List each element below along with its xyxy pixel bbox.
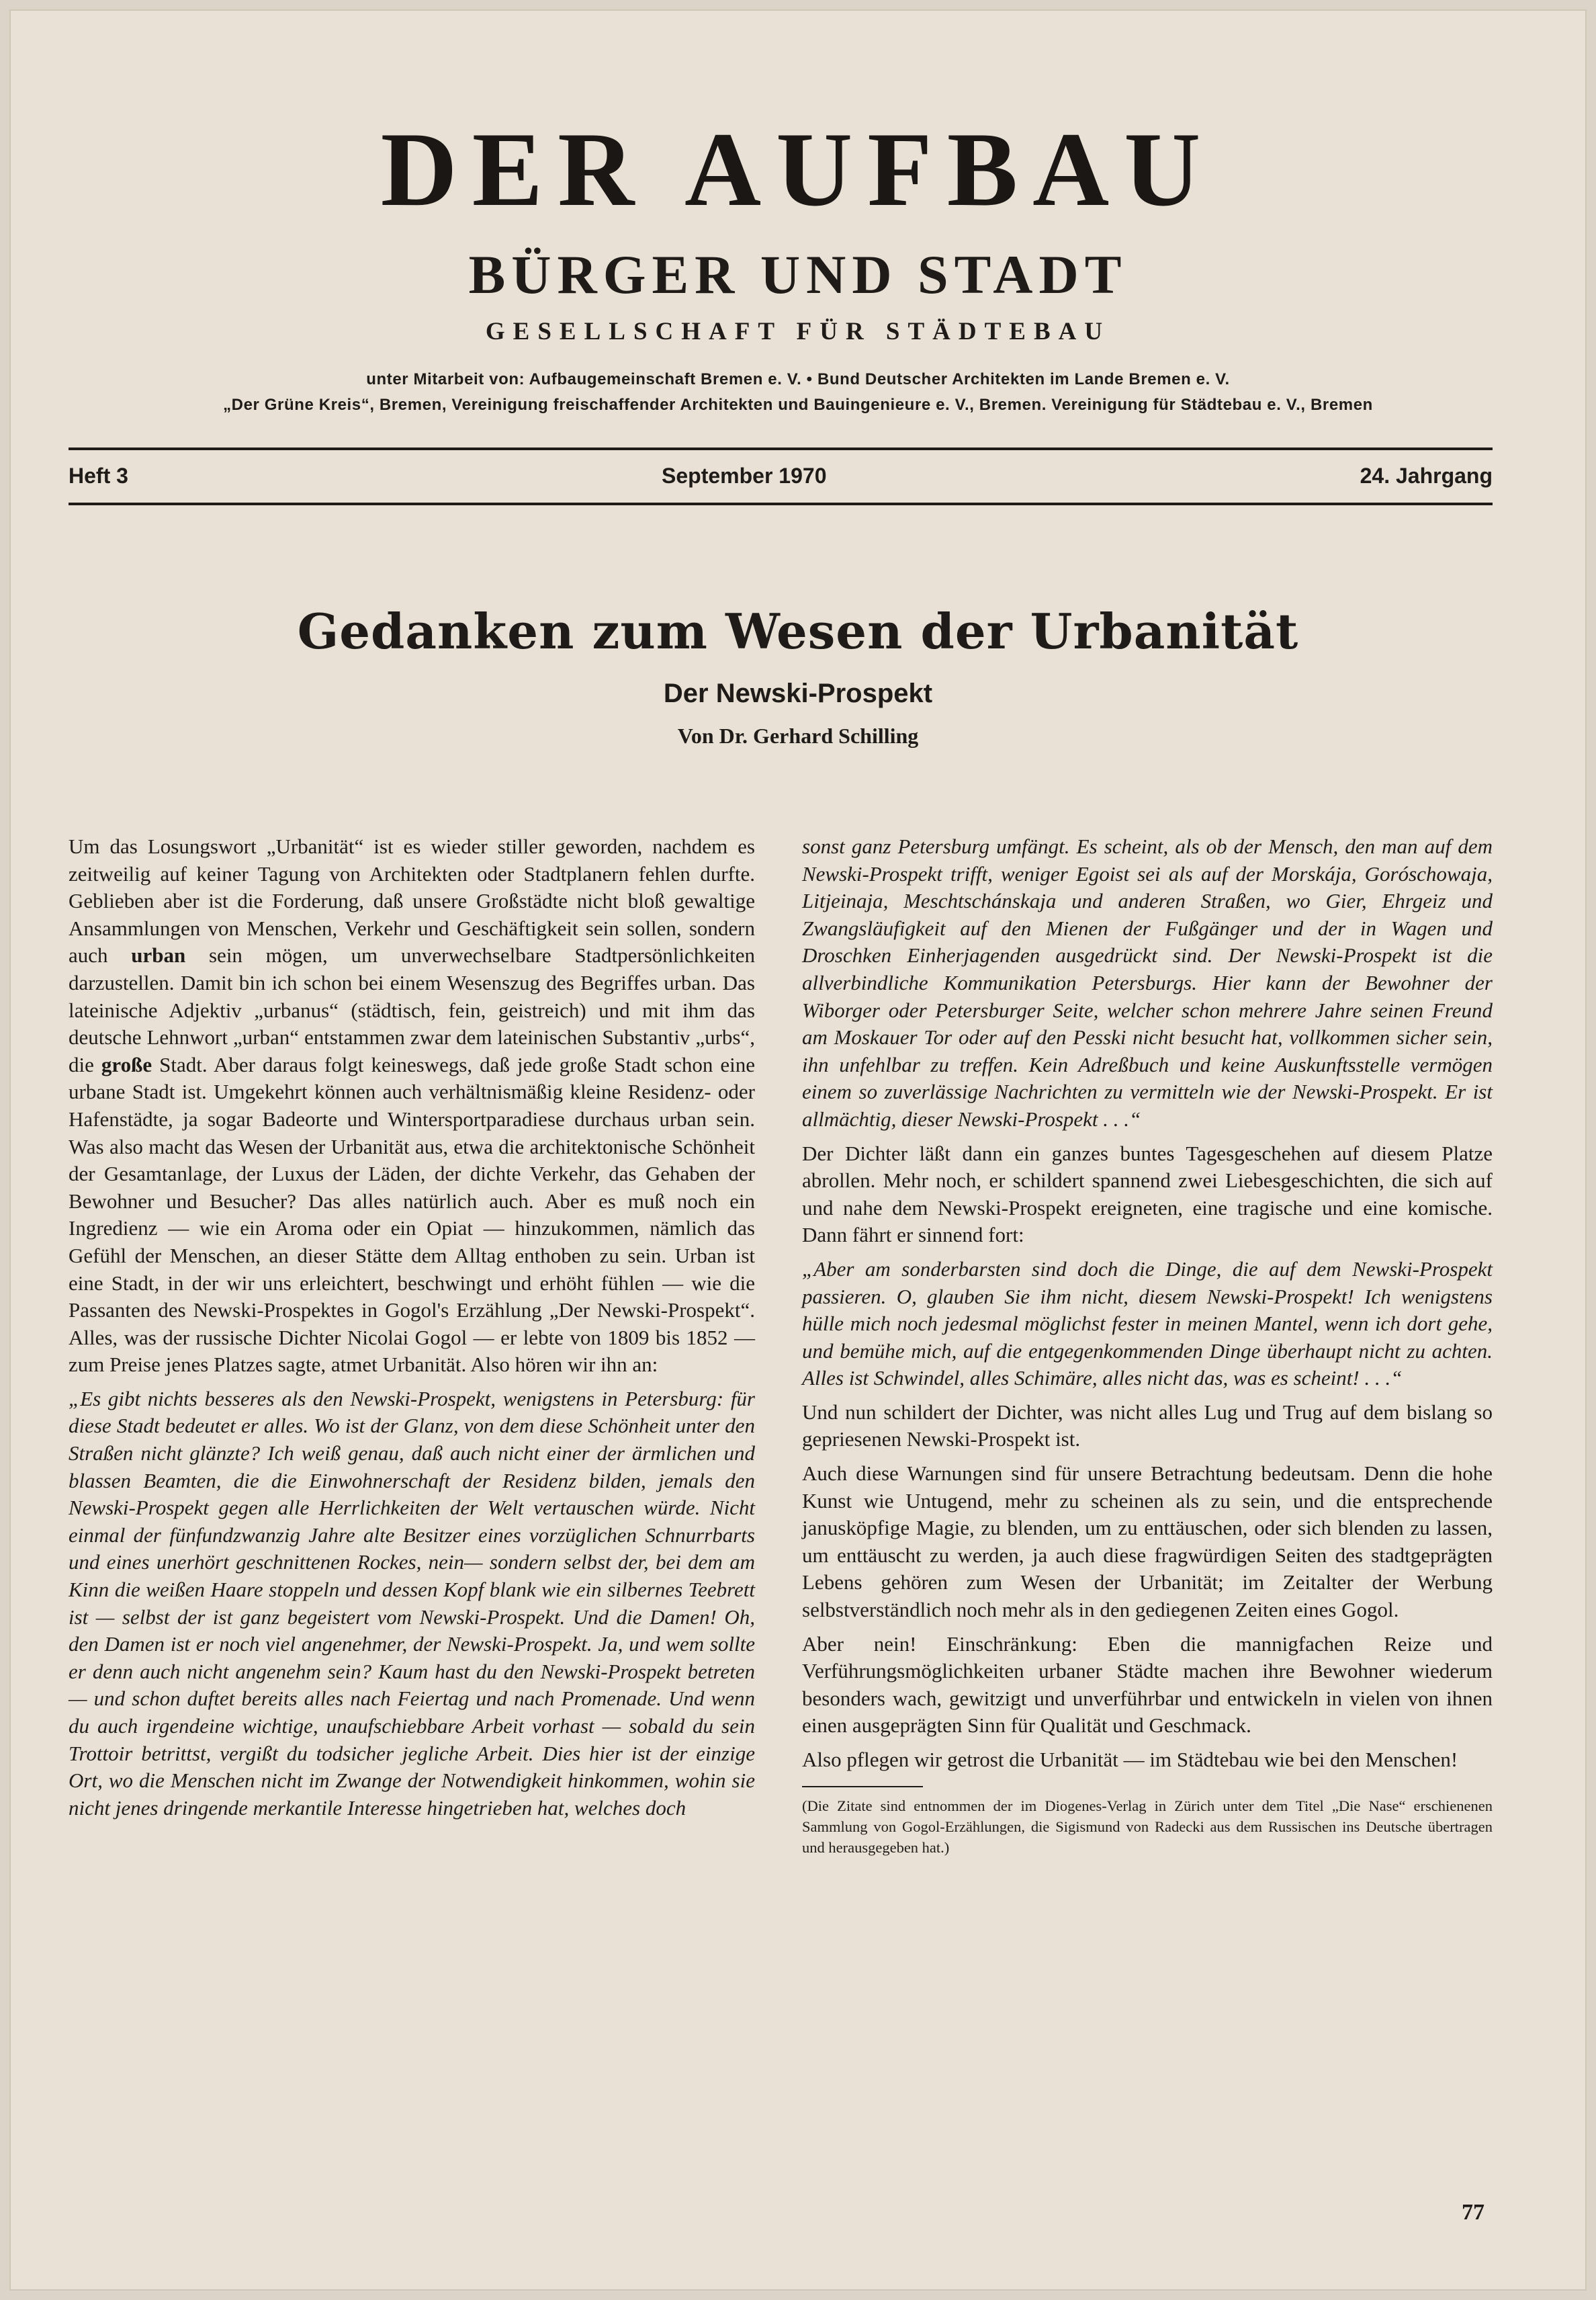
issue-date: September 1970 (662, 464, 827, 488)
issue-volume: 24. Jahrgang (1360, 464, 1493, 488)
issue-top-rule (69, 448, 1493, 450)
collaboration-line-2: „Der Grüne Kreis“, Bremen, Vereinigung freischaffender Architekten und Bauingenieure e. V., Bremen. Vereinigung für Städtebau e. V., Bremen (223, 396, 1373, 414)
body-paragraph (69, 833, 755, 1379)
body-text: sein mögen, um unverwechselbare Stadtpersönlichkeiten darzustellen. Damit bin ich schon bei einem Wesenszug des Begriffes urban. Das lateinische Adjektiv „urbanus“ (städtisch, fein, geistreich) und mit ihm das deutsche Lehnwort „urban“ entstammen zwar dem lateinischen Substantiv „urbs“, die (69, 943, 755, 1076)
body-text: Um das Losungswort „Urbanität“ ist es wieder stiller geworden, nachdem es zeitweilig auf keiner Tagung von Architekten oder Stadtplanern fehlen durfte. Geblieben aber ist die Forderung, daß unsere Großstädte nicht bloß gewaltige Ansammlungen von Menschen, Verkehr und Geschäftigkeit sein sollen, sondern auch (69, 835, 755, 968)
emphasis-text: große (101, 1052, 152, 1076)
issue-bottom-rule (69, 503, 1493, 505)
article-author: Von Dr. Gerhard Schilling (677, 724, 919, 748)
emphasis-text: urban (131, 943, 186, 968)
body-paragraph: Auch diese Warnungen sind für unsere Betrachtung bedeutsam. Denn die hohe Kunst wie Untugend, mehr zu scheinen als zu sein, und die entsprechende janusköpfige Magie, zu blenden, um zu enttäuschen, oder sich blenden zu lassen, um enttäuscht zu werden, ja auch diese fragwürdigen Seiten des stadtgeprägten Lebens gehören zum Wesen der Urbanität; im Zeitalter der Werbung selbstverständlich noch mehr als in den gediegenen Zeiten eines Gogol. (802, 1461, 1493, 1622)
journal-subtitle: BÜRGER UND STADT (468, 244, 1128, 305)
article-header (9, 603, 1587, 749)
body-paragraph: Und nun schildert der Dichter, was nicht alles Lug und Trug auf dem bislang so gepriesenen Newski-Prospekt ist. (802, 1400, 1493, 1451)
body-paragraph: Aber nein! Einschränkung: Eben die mannigfachen Reize und Verführungsmöglichkeiten urbaner Städte machen ihre Bewohner wiederum besonders wach, gewitzigt und unverführbar und entwickeln in vielen von ihnen einen ausgeprägten Sinn für Qualität und Geschmack. (802, 1631, 1493, 1738)
article-column-right (802, 833, 1493, 1865)
collaboration-credits (9, 370, 1587, 415)
article-column-left (69, 833, 755, 1828)
quote-paragraph: sonst ganz Petersburg umfängt. Es scheint, als ob der Mensch, den man auf dem Newski-Prospekt trifft, weniger Egoist sei als auf der Morskája, Goróschowaja, Litjeinaja, Meschtschánskaja und anderen Straßen, wo Gier, Ehrgeiz und Zwangsläufigkeit auf den Mienen der Fußgänger und der in Wagen und Droschken Einherjagenden ausgedrückt sind. Der Newski-Prospekt ist die allverbindliche Kommunikation Petersburgs. Hier kann der Bewohner der Wiborger oder Petersburger Seite, welcher schon mehrere Jahre seinen Freund am Moskauer Tor oder auf den Pesski nicht besucht hat, vollkommen sicher sein, ihn unfehlbar zu treffen. Kein Adreßbuch und keine Auskunftsstelle vermögen einem so zuverlässige Nachrichten zu vermitteln wie der Newski-Prospekt. Er ist allmächtig, dieser Newski-Prospekt . . .“ (802, 835, 1493, 1131)
article-title: Gedanken zum Wesen der Urbanität (297, 603, 1299, 660)
issue-bar (69, 464, 1493, 488)
journal-title: DER AUFBAU (380, 111, 1216, 228)
quote-paragraph: „Aber am sonderbarsten sind doch die Dinge, die auf dem Newski-Prospekt passieren. O, glauben Sie ihm nicht, diesem Newski-Prospekt! Ich wenigstens hülle mich noch jedesmal möglichst fester in meinen Mantel, wenn ich dort gehe, und bemühe mich, auf die entgegenkommenden Dinge überhaupt nicht zu achten. Alles ist Schwindel, alles Schimäre, alles nicht das, was es scheint! . . .“ (802, 1257, 1493, 1390)
journal-organization: GESELLSCHAFT FÜR STÄDTEBAU (485, 318, 1111, 345)
footnote: (Die Zitate sind entnommen der im Diogenes-Verlag in Zürich unter dem Titel „Die Nase“ erschienenen Sammlung von Gogol-Erzählungen, die Sigismund von Radecki aus dem Russischen ins Deutsche übertragen und herausgegeben hat.) (802, 1797, 1493, 1856)
footnote-rule (802, 1786, 923, 1787)
collaboration-line-1: unter Mitarbeit von: Aufbaugemeinschaft Bremen e. V. • Bund Deutscher Architekten im Lande Bremen e. V. (366, 370, 1230, 388)
body-paragraph: Also pflegen wir getrost die Urbanität — im Städtebau wie bei den Menschen! (802, 1748, 1458, 1771)
masthead (9, 111, 1587, 415)
article-subtitle: Der Newski-Prospekt (663, 679, 933, 708)
page-number: 77 (1462, 2200, 1484, 2225)
issue-number: Heft 3 (69, 464, 128, 488)
body-paragraph: Der Dichter läßt dann ein ganzes buntes Tagesgeschehen auf diesem Platze abrollen. Mehr noch, er schildert spannend zwei Liebesgeschichten, die sich auf und nahe dem Newski-Prospekt ereigneten, eine tragische und eine komische. Dann fährt er sinnend fort: (802, 1141, 1493, 1247)
journal-page (9, 9, 1587, 2291)
body-text: Stadt. Aber daraus folgt keineswegs, daß jede große Stadt schon eine urbane Stadt ist. Umgekehrt können auch verhältnismäßig kleine Residenz- oder Hafenstädte, ja sogar Badeorte und Wintersportparadiese durchaus urban sein. Was also macht das Wesen der Urbanität aus, etwa die architektonische Schönheit der Gesamtanlage, der Luxus der Läden, der dichte Verkehr, das Gehaben der Bewohner und Besucher? Das alles natürlich auch. Aber es muß noch ein Ingredienz — wie ein Aroma oder ein Opiat — hinzukommen, nämlich das Gefühl der Menschen, an dieser Stätte dem Alltag enthoben zu sein. Urban ist eine Stadt, in der wir uns erleichtert, beschwingt und erhöht fühlen — wie die Passanten des Newski-Prospektes in Gogol's Erzählung „Der Newski-Prospekt“. Alles, was der russische Dichter Nicolai Gogol — er lebte von 1809 bis 1852 — zum Preise jenes Platzes sagte, atmet Urbanität. Also hören wir ihn an: (69, 1052, 756, 1377)
quote-paragraph: „Es gibt nichts besseres als den Newski-Prospekt, wenigstens in Petersburg: für diese Stadt bedeutet er alles. Wo ist der Glanz, von dem diese Schönheit unter den Straßen nicht glänzte? Ich weiß genau, daß auch nicht einer der ärmlichen und blassen Beamten, die die Einwohnerschaft der Residenz bilden, jemals den Newski-Prospekt gegen alle Herrlichkeiten der Welt vertauschen würde. Nicht einmal der fünfundzwanzig Jahre alte Besitzer eines vorzüglichen Schnurrbarts und eines unerhört geschnittenen Rockes, nein— sondern selbst der, bei dem am Kinn die weißen Haare stoppeln und dessen Kopf blank wie ein silbernes Teebrett ist — selbst der ist ganz begeistert vom Newski-Prospekt. Und die Damen! Oh, den Damen ist er noch viel angenehmer, der Newski-Prospekt. Ja, und wem sollte er denn auch nicht angenehm sein? Kaum hast du den Newski-Prospekt betreten — und schon duftet bereits alles nach Feiertag und nach Promenade. Und wenn du auch irgendeine wichtige, unaufschiebbare Arbeit vorhast — sobald du sein Trottoir betrittst, vergißt du todsicher jegliche Arbeit. Dies hier ist der einzige Ort, wo die Menschen nicht im Zwange der Notwendigkeit hinkommen, wohin sie nicht jenes dringende merkantile Interesse hingetrieben hat, welches doch (69, 1386, 755, 1820)
